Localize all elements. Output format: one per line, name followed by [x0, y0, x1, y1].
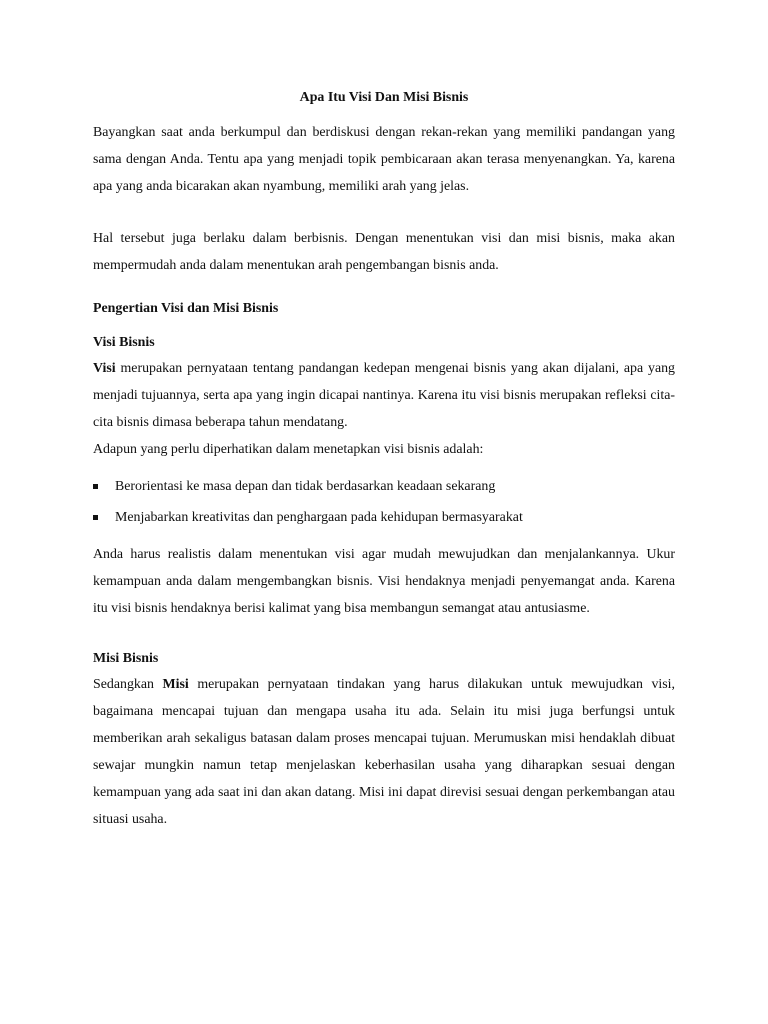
section-heading: Pengertian Visi dan Misi Bisnis — [93, 301, 279, 316]
misi-lead-prefix: Sedangkan — [93, 677, 163, 692]
visi-definition — [93, 355, 675, 436]
misi-heading: Misi Bisnis — [93, 651, 159, 666]
square-bullet-icon — [93, 484, 98, 489]
visi-definition-text: merupakan pernyataan tentang pandangan kedepan mengenai bisnis yang akan dijalani, apa yang menjadi tujuannya, serta apa yang ingin dicapai nantinya. Karena itu visi bisnis merupakan refleksi cita-cita bisnis dimasa beberapa tahun mendatang. — [93, 361, 675, 430]
visi-criteria-intro: Adapun yang perlu diperhatikan dalam menetapkan visi bisnis adalah: — [93, 442, 484, 457]
misi-lead-term: Misi — [162, 677, 189, 692]
square-bullet-icon — [93, 515, 98, 520]
document-page — [93, 86, 675, 833]
list-item-text: Menjabarkan kreativitas dan penghargaan pada kehidupan bermasyarakat — [115, 510, 523, 525]
misi-definition-text: merupakan pernyataan tindakan yang harus dilakukan untuk mewujudkan visi, bagaimana mencapai tujuan dan mengapa usaha itu ada. Selain itu misi juga berfungsi untuk memberikan arah sekaligus batasan dalam proses mencapai tujuan. Merumuskan misi hendaklah dibuat sewajar mungkin namun tetap menjelaskan keberhasilan usaha yang diharapkan sesuai dengan kemampuan yang ada saat ini dan akan datang. Misi ini dapat direvisi sesuai dengan perkembangan atau situasi usaha. — [93, 677, 676, 827]
misi-definition — [93, 671, 675, 833]
visi-heading: Visi Bisnis — [93, 335, 155, 350]
list-item-text: Berorientasi ke masa depan dan tidak berdasarkan keadaan sekarang — [115, 479, 496, 494]
visi-lead-term: Visi — [93, 361, 116, 376]
intro-paragraph-1: Bayangkan saat anda berkumpul dan berdiskusi dengan rekan-rekan yang memiliki pandangan yang sama dengan Anda. Tentu apa yang menjadi topik pembicaraan akan terasa menyenangkan. Ya, karena apa yang anda bicarakan akan nyambung, memiliki arah yang jelas. — [93, 125, 675, 194]
document-title: Apa Itu Visi Dan Misi Bisnis — [299, 90, 469, 105]
list-item — [93, 473, 675, 500]
list-item — [93, 504, 675, 531]
intro-paragraph-2: Hal tersebut juga berlaku dalam berbisnis. Dengan menentukan visi dan misi bisnis, maka akan mempermudah anda dalam menentukan arah pengembangan bisnis anda. — [93, 231, 675, 273]
visi-criteria-list — [93, 473, 675, 531]
visi-closing-paragraph: Anda harus realistis dalam menentukan visi agar mudah mewujudkan dan menjalankannya. Ukur kemampuan anda dalam mengembangkan bisnis. Visi hendaknya menjadi penyemangat anda. Karena itu visi bisnis hendaknya berisi kalimat yang bisa membangun semangat atau antusiasme. — [93, 547, 675, 616]
